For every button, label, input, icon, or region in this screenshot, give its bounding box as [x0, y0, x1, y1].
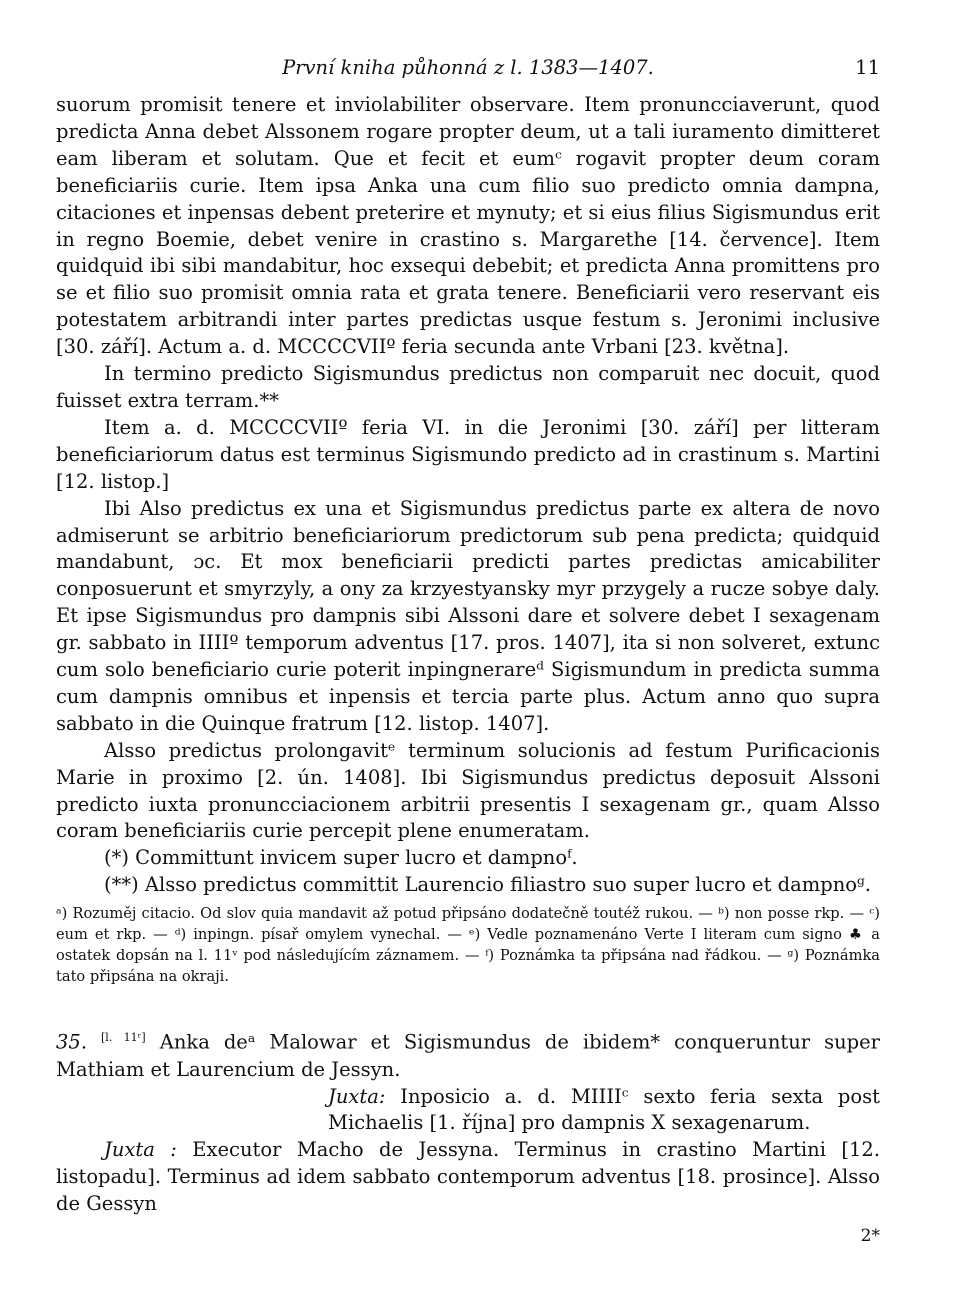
- page-number: 11: [855, 56, 880, 79]
- juxta-text: Executor Macho de Jessyna. Terminus in crastino Martini [12. listopadu]. Terminus ad idem sabbato contemporum adventus [18. prosince]. Alsso de Gessyn: [56, 1138, 880, 1216]
- juxta-note: [56, 1137, 880, 1218]
- paragraph: Alsso predictus prolongavitᵉ terminum solucionis ad festum Purificacionis Marie in proximo [2. ún. 1408]. Ibi Sigismundus predictus deposuit Alssoni predicto iuxta pronuncciacionem arbitrii presentis I sexagenam gr., quam Alsso coram beneficiariis curie percepit plene enumeratam.: [56, 738, 880, 843]
- juxta-label: Juxta:: [328, 1084, 386, 1108]
- note-line: (**) Alsso predictus committit Laurencio filiastro suo super lucro et dampnoᵍ.: [104, 873, 871, 897]
- paragraph: Ibi Also predictus ex una et Sigismundus predictus parte ex altera de novo admiserunt se arbitrio beneficiariorum predictorum sub pena predicta; quidquid mandabunt, ɔc. Et mox beneficiarii predicti partes predictas amicabiliter conposuerunt et smyrzyly, a ony za krzyestyansky myr przygely a rucze sobye daly. Et ipse Sigismundus pro dampnis sibi Alssoni dare et solvere debet I sexagenam gr. sabbato in IIIIº temporum adventus [17. pros. 1407], ita si non solveret, extunc cum solo beneficiario curie poterit inpingnerareᵈ Sigismundum in predicta summa cum dampnis omnibus et inpensis et tercia parte plus. Actum anno quo supra sabbato in die Quinque fratrum [12. listop. 1407].: [56, 496, 880, 735]
- paragraph: suorum promisit tenere et inviolabiliter observare. Item pronuncciaverunt, quod predicta Anna debet Alssonem rogare propter deum, ut a tali iuramento dimitteret eam liberam et solutam. Que et fecit et eumᶜ rogavit propter deum coram beneficiariis curie. Item ipsa Anka una cum filio suo predicto omnia dampna, citaciones et inpensas debent preterire et mynuty; et si eius filius Sigismundus erit in regno Boemie, debet venire in crastino s. Margarethe [14. července]. Item quidquid ibi sibi mandabitur, hoc exsequi debebit; et predicta Anna promittens pro se et filio suo promisit omnia rata et grata tenere. Beneficiarii vero reservant eis potestatem arbitrandi inter partes predictas usque festum s. Jeronimi inclusive [30. září]. Actum a. d. MCCCCVIIº feria secunda ante Vrbani [23. května].: [56, 93, 880, 359]
- signature-mark: 2*: [860, 1226, 880, 1247]
- note-line: (*) Committunt invicem super lucro et dampnoᶠ.: [104, 846, 578, 870]
- juxta-note: [328, 1084, 880, 1138]
- entry-text: Anka deᵃ Malowar et Sigismundus de ibidem* conqueruntur super Mathiam et Laurencium de Jessyn.: [56, 1030, 880, 1081]
- entry-number: 35.: [56, 1030, 88, 1054]
- juxta-label: Juxta :: [104, 1138, 177, 1162]
- entry-35: [56, 1025, 880, 1218]
- entry-heading: [56, 1025, 880, 1083]
- juxta-text: Inposicio a. d. MIIIIᶜ sexto feria sexta post Michaelis [1. října] pro dampnis X sexagenarum.: [328, 1084, 881, 1135]
- page-header: [56, 40, 880, 79]
- document-page: [56, 40, 880, 1246]
- paragraph: Item a. d. MCCCCVIIº feria VI. in die Jeronimi [30. září] per litteram beneficiariorum datus est terminus Sigismundo predicto ad in crastinum s. Martini [12. listop.]: [56, 415, 880, 493]
- footnotes: [56, 903, 880, 987]
- running-title: První kniha půhonná z l. 1383—1407.: [282, 56, 654, 79]
- folio-mark: [l. 11ʳ]: [101, 1031, 146, 1045]
- footnote-text: ᵃ) Rozuměj citacio. Od slov quia mandavit až potud připsáno dodatečně toutéž rukou. — ᵇ) non posse rkp. — ᶜ) eum et rkp. — ᵈ) inpingn. písař omylem vynechal. — ᵉ) Vedle poznamenáno Verte I literam cum signo ♣ a ostatek dopsán na l. 11ᵛ pod následujícím záznamem. — ᶠ) Poznámka ta připsána nad řádkou. — ᵍ) Poznámka tato připsána na okraji.: [56, 905, 880, 986]
- paragraph: In termino predicto Sigismundus predictus non comparuit nec docuit, quod fuisset extra terram.**: [56, 362, 880, 412]
- main-text: [56, 92, 880, 899]
